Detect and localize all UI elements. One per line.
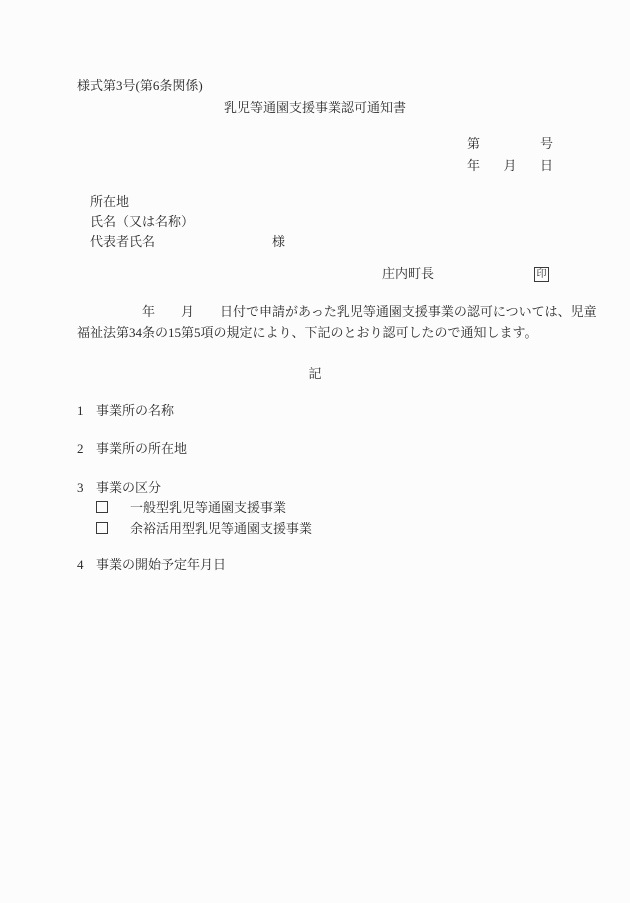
doc-number-line [467, 136, 553, 151]
list-item-1 [77, 403, 174, 418]
item-number: 4 [77, 557, 84, 572]
item-label: 事業所の所在地 [96, 441, 188, 456]
recipient-address-label: 所在地 [90, 194, 130, 209]
doc-number-prefix: 第 [467, 136, 481, 151]
item-label: 事業の開始予定年月日 [96, 557, 227, 572]
item-label: 事業所の名称 [96, 403, 175, 418]
item-label: 事業の区分 [96, 480, 162, 495]
date-day-label: 日 [539, 158, 553, 173]
list-item-2 [77, 441, 187, 456]
doc-number-suffix: 号 [539, 136, 553, 151]
body-paragraph-line-2: 福祉法第34条の15第5項の規定により、下記のとおり認可したので通知します。 [77, 325, 538, 340]
body-paragraph-line-1: 年 月 日付で申請があった乳児等通園支援事業の認可については、児童 [77, 304, 597, 319]
item-number: 1 [77, 403, 84, 418]
item-number: 2 [77, 441, 84, 456]
checkbox-option-surplus [96, 521, 312, 536]
issuer-title: 庄内町長 [382, 266, 435, 281]
recipient-name-label: 氏名（又は名称） [90, 214, 195, 229]
list-item-4 [77, 557, 226, 572]
checkbox-label: 余裕活用型乳児等通園支援事業 [130, 521, 313, 536]
section-marker: 記 [308, 366, 322, 381]
representative-label: 代表者氏名 [90, 234, 156, 249]
checkbox-option-general [96, 500, 286, 515]
list-item-3 [77, 480, 161, 495]
item-number: 3 [77, 480, 84, 495]
recipient-representative-line [90, 234, 285, 249]
seal-mark-icon: 印 [534, 267, 549, 282]
form-number: 様式第3号(第6条関係) [77, 78, 203, 93]
issuer-line [382, 266, 549, 282]
honorific-label: 様 [272, 234, 286, 249]
document-title: 乳児等通園支援事業認可通知書 [223, 100, 406, 115]
checkbox-icon[interactable] [96, 501, 108, 513]
date-month-label: 月 [503, 158, 517, 173]
checkbox-label: 一般型乳児等通園支援事業 [130, 500, 287, 515]
date-line [467, 158, 553, 173]
checkbox-icon[interactable] [96, 522, 108, 534]
date-year-label: 年 [467, 158, 481, 173]
